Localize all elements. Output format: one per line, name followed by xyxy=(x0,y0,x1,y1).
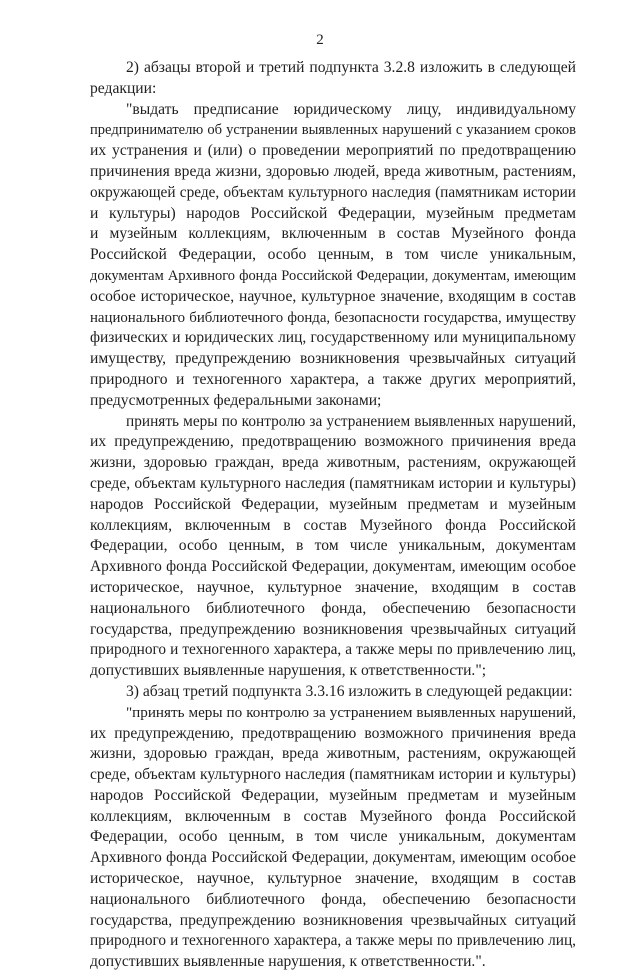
text-line: допустивших выявленные нарушения, к ответственности.". xyxy=(90,953,486,971)
text-line: и культуры) народов Российской Федерации, музейным предметам xyxy=(90,204,576,222)
text-line: причинения вреда жизни, здоровью людей, вреда животным, растениям, xyxy=(90,162,576,180)
text-line: предпринимателю об устранении выявленных нарушений с указанием сроков xyxy=(90,122,576,139)
text-line: их устранения и (или) о проведении мероприятий по предотвращению xyxy=(90,142,576,160)
text-line: принять меры по контролю за устранением выявленных нарушений, xyxy=(126,412,576,430)
text-line: 2) абзацы второй и третий подпункта 3.2.8 изложить в следующей xyxy=(126,59,576,76)
text-line: имуществу, предупреждению возникновения чрезвычайных ситуаций xyxy=(90,350,576,368)
page-number: 2 xyxy=(316,32,324,48)
text-line: национального библиотечного фонда, безопасности государства, имуществу xyxy=(90,309,576,326)
text-line: 3) абзац третий подпункта 3.3.16 изложить в следующей редакции: xyxy=(126,682,573,700)
text-line: окружающей среде, объектам культурного наследия (памятникам истории xyxy=(90,183,576,201)
text-line: национального библиотечного фонда, обеспечению безопасности xyxy=(90,890,576,908)
document-body xyxy=(90,58,576,973)
text-line: "принять меры по контролю за устранением выявленных нарушений, xyxy=(126,704,576,721)
text-line: историческое, научное, культурное значение, входящим в состав xyxy=(90,870,576,888)
text-line: природного и техногенного характера, а также меры по привлечению лиц, xyxy=(90,932,576,950)
text-line: государства, предупреждению возникновения чрезвычайных ситуаций xyxy=(90,911,576,929)
text-line: народов Российской Федерации, музейным предметам и музейным xyxy=(90,786,576,804)
text-line: природного и техногенного характера, а также других мероприятий, xyxy=(90,370,576,388)
text-line: допустивших выявленные нарушения, к ответственности."; xyxy=(90,662,487,680)
text-line: и музейным коллекциям, включенным в состав Музейного фонда xyxy=(90,225,576,243)
text-line: природного и техногенного характера, а также меры по привлечению лиц, xyxy=(90,641,576,659)
text-line: государства, предупреждению возникновения чрезвычайных ситуаций xyxy=(90,620,576,638)
text-line: национального библиотечного фонда, обеспечению безопасности xyxy=(90,599,576,617)
text-line: их предупреждению, предотвращению возможного причинения вреда xyxy=(90,433,576,451)
text-line: предусмотренных федеральными законами; xyxy=(90,391,382,409)
text-line: Федерации, особо ценным, в том числе уникальным, документам xyxy=(90,537,576,555)
text-line: коллекциям, включенным в состав Музейного фонда Российской xyxy=(90,516,576,534)
text-line: коллекциям, включенным в состав Музейного фонда Российской xyxy=(90,807,576,825)
text-line: Российской Федерации, особо ценным, в том числе уникальным, xyxy=(90,246,576,264)
text-line: документам Архивного фонда Российской Федерации, документам, имеющим xyxy=(90,267,576,284)
text-line: историческое, научное, культурное значение, входящим в состав xyxy=(90,578,576,596)
text-line: Архивного фонда Российской Федерации, документам, имеющим особое xyxy=(90,558,576,576)
text-line: редакции: xyxy=(90,79,157,97)
text-line: среде, объектам культурного наследия (памятникам истории и культуры) xyxy=(90,766,576,784)
text-line: народов Российской Федерации, музейным предметам и музейным xyxy=(90,495,576,513)
text-line: жизни, здоровью граждан, вреда животным, растениям, окружающей xyxy=(90,454,576,472)
text-line: жизни, здоровью граждан, вреда животным, растениям, окружающей xyxy=(90,745,576,763)
text-line: "выдать предписание юридическому лицу, индивидуальному xyxy=(126,100,576,118)
text-line: их предупреждению, предотвращению возможного причинения вреда xyxy=(90,724,576,742)
text-line: среде, объектам культурного наследия (памятникам истории и культуры) xyxy=(90,474,576,492)
text-line: особое историческое, научное, культурное значение, входящим в состав xyxy=(90,287,576,305)
text-line: Архивного фонда Российской Федерации, документам, имеющим особое xyxy=(90,849,576,867)
text-line: физических и юридических лиц, государственному или муниципальному xyxy=(90,329,576,347)
text-line: Федерации, особо ценным, в том числе уникальным, документам xyxy=(90,828,576,846)
